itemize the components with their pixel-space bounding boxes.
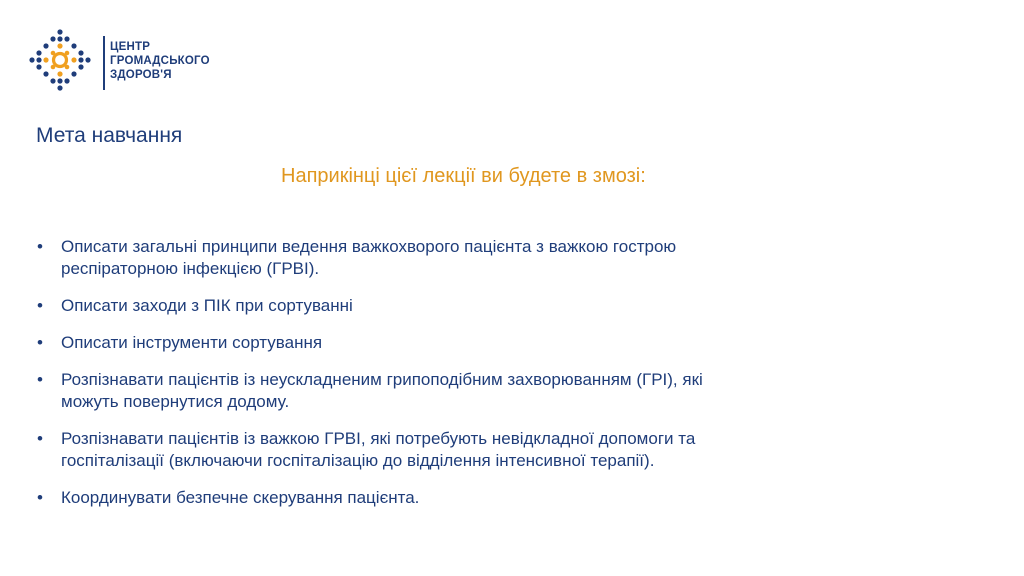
list-item-line: Розпізнавати пацієнтів із неускладненим грипоподібним захворюванням (ГРІ), які (61, 370, 703, 389)
list-item-line: Розпізнавати пацієнтів із важкою ГРВІ, які потребують невідкладної допомоги та (61, 429, 696, 448)
page-title: Мета навчання (36, 124, 183, 147)
bullet-icon: • (37, 488, 43, 507)
list-item-line: респіраторною інфекцією (ГРВІ). (61, 259, 320, 278)
list-item (36, 295, 916, 317)
ornament-cross-icon (28, 28, 92, 92)
list-item (36, 487, 916, 509)
list-item-line: Описати загальні принципи ведення важкохворого пацієнта з важкою гострою (61, 237, 677, 256)
logo-line: ГРОМАДСЬКОГО (110, 55, 210, 67)
objectives-list (36, 236, 916, 524)
list-item (36, 332, 916, 354)
logo-line: ЗДОРОВ'Я (110, 69, 172, 81)
list-item (36, 369, 916, 413)
list-item-line: Описати інструменти сортування (61, 333, 323, 352)
list-item-line: Координувати безпечне скерування пацієнта. (61, 488, 420, 507)
logo-line: ЦЕНТР (110, 41, 151, 53)
logo-wordmark (110, 40, 210, 82)
bullet-icon: • (37, 333, 43, 352)
bullet-icon: • (37, 370, 43, 389)
list-item (36, 236, 916, 280)
list-item (36, 428, 916, 472)
logo-divider (103, 36, 105, 90)
bullet-icon: • (37, 296, 43, 315)
list-item-line: Описати заходи з ПІК при сортуванні (61, 296, 353, 315)
list-item-line: можуть повернутися додому. (61, 392, 290, 411)
list-item-line: госпіталізації (включаючи госпіталізацію до відділення інтенсивної терапії). (61, 451, 655, 470)
bullet-icon: • (37, 237, 43, 256)
bullet-icon: • (37, 429, 43, 448)
logo (28, 28, 208, 94)
page-subtitle: Наприкінці цієї лекції ви будете в змозі: (281, 165, 646, 187)
